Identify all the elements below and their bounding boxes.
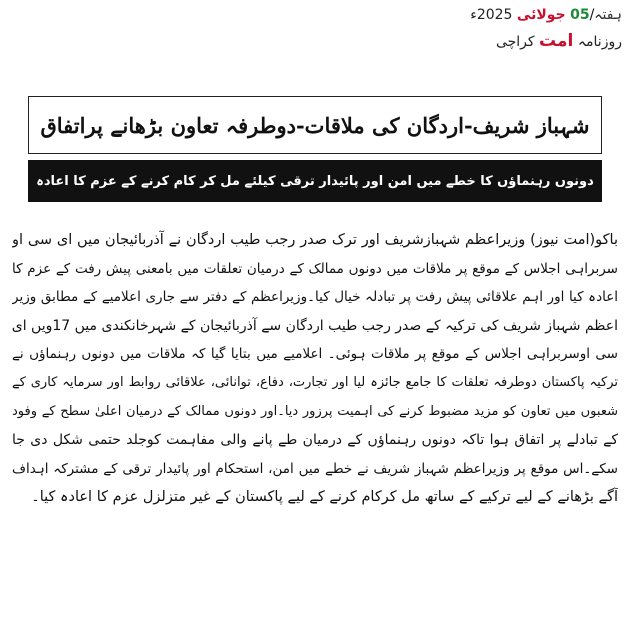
dateline-year: 2025ء: [470, 7, 513, 23]
article-line: کے تبادلے پر اتفاق ہوا تاکہ دونوں رہنماؤں کے درمیان طے پانے والی مفاہمت کوجلد حتمی شکل دی جا: [12, 432, 618, 449]
article-line: اعادہ کیا اور اہم علاقائی پیش رفت پر تبادلہ خیال کیا۔وزیراعظم کے دفتر سے جاری اعلامیے کے مطابق وزیر: [12, 289, 618, 306]
masthead: [322, 4, 622, 53]
dateline-day-number: 05: [570, 7, 590, 23]
article-line: شعبوں میں تعاون کو مزید مضبوط کرنے کی اہمیت پرزور دیا۔اور دونوں ممالک کے درمیان اعلیٰ سطح کے وفود: [12, 403, 618, 419]
article-line: ترکیہ پاکستان دوطرفہ تعلقات کا جامع جائزہ لیا اور تجارت، دفاع، توانائی، علاقائی روابط اور سرمایہ کاری کے: [12, 374, 618, 390]
newspaper-prefix: روزنامہ: [577, 34, 622, 50]
article-line: سکے۔اس موقع پر وزیراعظم شہباز شریف نے خطے میں امن، استحکام اور پائیدار ترقی کے مشترکہ اہداف: [12, 460, 618, 477]
dateline-month: جولائی: [516, 7, 566, 23]
article-line: اعظم شہباز شریف کی ترکیہ کے صدر رجب طیب اردگان سے آذربائیجان کے شہرخانکندی میں 17ویں ای: [12, 317, 618, 334]
subhead: دونوں رہنماؤں کا خطے میں امن اور پائیدار ترقی کیلئے مل کر کام کرنے کے عزم کا اعادہ: [36, 173, 594, 189]
newspaper-city: کراچی: [495, 34, 535, 50]
article-line: سربراہی اجلاس کے موقع پر ملاقات میں دونوں ممالک کے درمیان تعلقات میں بامعنی پیش رفت کے عزم کا: [12, 260, 618, 277]
subhead-band: [28, 160, 602, 202]
headline: شہباز شریف-اردگان کی ملاقات-دوطرفہ تعاون بڑھانے پراتفاق: [40, 112, 590, 138]
article-line: آگے بڑھانے کے لیے ترکیے کے ساتھ مل کرکام کرنے کے لیے پاکستان کے غیر متزلزل عزم کا اعادہ کیا۔: [31, 489, 618, 506]
dateline-day: ہفتہ: [594, 7, 622, 23]
article-line: باکو(امت نیوز) وزیراعظم شہبازشریف اور ترک صدر رجب طیب اردگان نے آذربائیجان میں ای سی او: [12, 232, 618, 248]
dateline: ہفتہ/05 جولائی 2025ء: [470, 7, 622, 23]
newspaper-name: [322, 30, 622, 53]
article-line: سی اوسربراہی اجلاس کے موقع پر ملاقات ہوئی۔ اعلامیے میں بتایا گیا کہ ملاقات میں دونوں رہنماؤں نے: [12, 346, 618, 363]
article-body: [12, 226, 618, 512]
newspaper-brand: امت: [539, 31, 574, 51]
headline-box: [28, 96, 602, 154]
